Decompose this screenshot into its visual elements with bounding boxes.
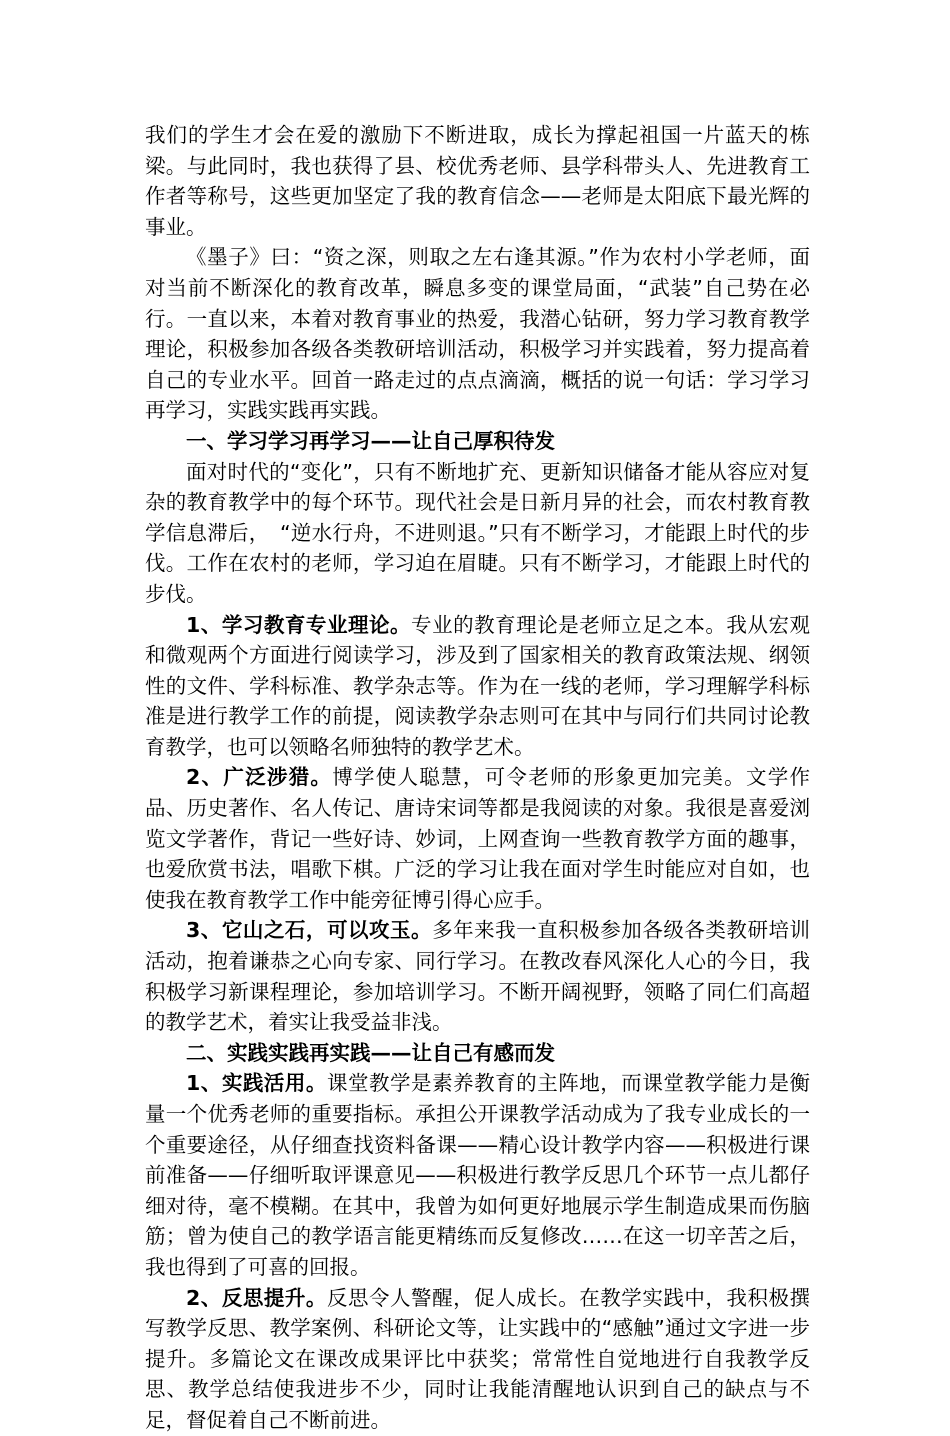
paragraph-practice — [145, 1068, 810, 1282]
paragraph-theory — [145, 610, 810, 763]
paragraph-reflection — [145, 1283, 810, 1436]
document-body — [145, 120, 810, 1436]
item-text-practice: 课堂教学是素养教育的主阵地，而课堂教学能力是衡量一个优秀老师的重要指标。承担公开课教学活动成为了我专业成长的一个重要途径，从仔细查找资料备课——精心设计教学内容——积极进行课前准备——仔细听取评课意见——积极进行教学反思几个环节一点儿都仔细对待，毫不模糊。在其中，我曾为如何更好地展示学生制造成果而伤脑筋；曾为使自己的教学语言能更精练而反复修改……在这一切辛苦之后，我也得到了可喜的回报。 — [145, 1071, 811, 1279]
item-text-reflection: 反思令人警醒，促人成长。在教学实践中，我积极撰写教学反思、教学案例、科研论文等，让实践中的“感触”通过文字进一步提升。多篇论文在课改成果评比中获奖；常常性自觉地进行自我教学反思、教学总结使我进步不少，同时让我能清醒地认识到自己的缺点与不足，督促着自己不断前进。 — [145, 1285, 811, 1432]
item-lead-other-stones: 3、它山之石，可以攻玉。 — [186, 918, 433, 943]
section-heading-learning: 一、学习学习再学习——让自己厚积待发 — [186, 428, 555, 453]
item-text-other-stones: 多年来我一直积极参加各级各类教研培训活动，抱着谦恭之心向专家、同行学习。在教改春风深化人心的今日，我积极学习新课程理论，参加培训学习。不断开阔视野，领略了同仁们高超的教学艺术，着实让我受益非浅。 — [145, 918, 811, 1035]
item-lead-practice: 1、实践活用。 — [186, 1071, 327, 1096]
item-text-broad-reading: 博学使人聪慧，可令老师的形象更加完美。文学作品、历史著作、名人传记、唐诗宋词等都是我阅读的对象。我很是喜爱浏览文学著作，背记一些好诗、妙词，上网查询一些教育教学方面的趣事，也爱欣赏书法，唱歌下棋。广泛的学习让我在面对学生时能应对自如，也使我在教育教学工作中能旁征博引得心应手。 — [145, 765, 811, 912]
section-heading-practice: 二、实践实践再实践——让自己有感而发 — [186, 1040, 555, 1065]
paragraph-other-stones — [145, 915, 810, 1037]
item-text-theory: 专业的教育理论是老师立足之本。我从宏观和微观两个方面进行阅读学习，涉及到了国家相关的教育政策法规、纲领性的文件、学科标准、教学杂志等。作为在一线的老师，学习理解学科标准是进行教学工作的前提，阅读教学杂志则可在其中与同行们共同讨论教育教学，也可以领略名师独特的教学艺术。 — [145, 612, 811, 759]
item-lead-reflection: 2、反思提升。 — [186, 1285, 327, 1310]
item-lead-broad-reading: 2、广泛涉猎。 — [186, 765, 333, 790]
item-lead-theory: 1、学习教育专业理论。 — [186, 612, 412, 637]
paragraph-intro: 我们的学生才会在爱的激励下不断进取，成长为撑起祖国一片蓝天的栋梁。与此同时，我也获得了县、校优秀老师、县学科带头人、先进教育工作者等称号，这些更加坚定了我的教育信念——老师是太阳底下最光辉的事业。 — [145, 123, 810, 239]
paragraph-broad-reading — [145, 762, 810, 915]
paragraph-mozi: 《墨子》曰：“资之深，则取之左右逢其源。”作为农村小学老师，面对当前不断深化的教育改革，瞬息多变的课堂局面，“武装”自己势在必行。一直以来，本着对教育事业的热爱，我潜心钻研，努力学习教育教学理论，积极参加各级各类教研培训活动，积极学习并实践着，努力提高着自己的专业水平。回首一路走过的点点滴滴，概括的说一句话：学习学习再学习，实践实践再实践。 — [145, 245, 810, 423]
paragraph-times-change: 面对时代的“变化”，只有不断地扩充、更新知识储备才能从容应对复杂的教育教学中的每个环节。现代社会是日新月异的社会，而农村教育教学信息滞后， “逆水行舟，不进则退。”只有不断学习，才能跟上时代的步伐。工作在农村的老师，学习迫在眉睫。只有不断学习，才能跟上时代的步伐。 — [145, 459, 810, 606]
